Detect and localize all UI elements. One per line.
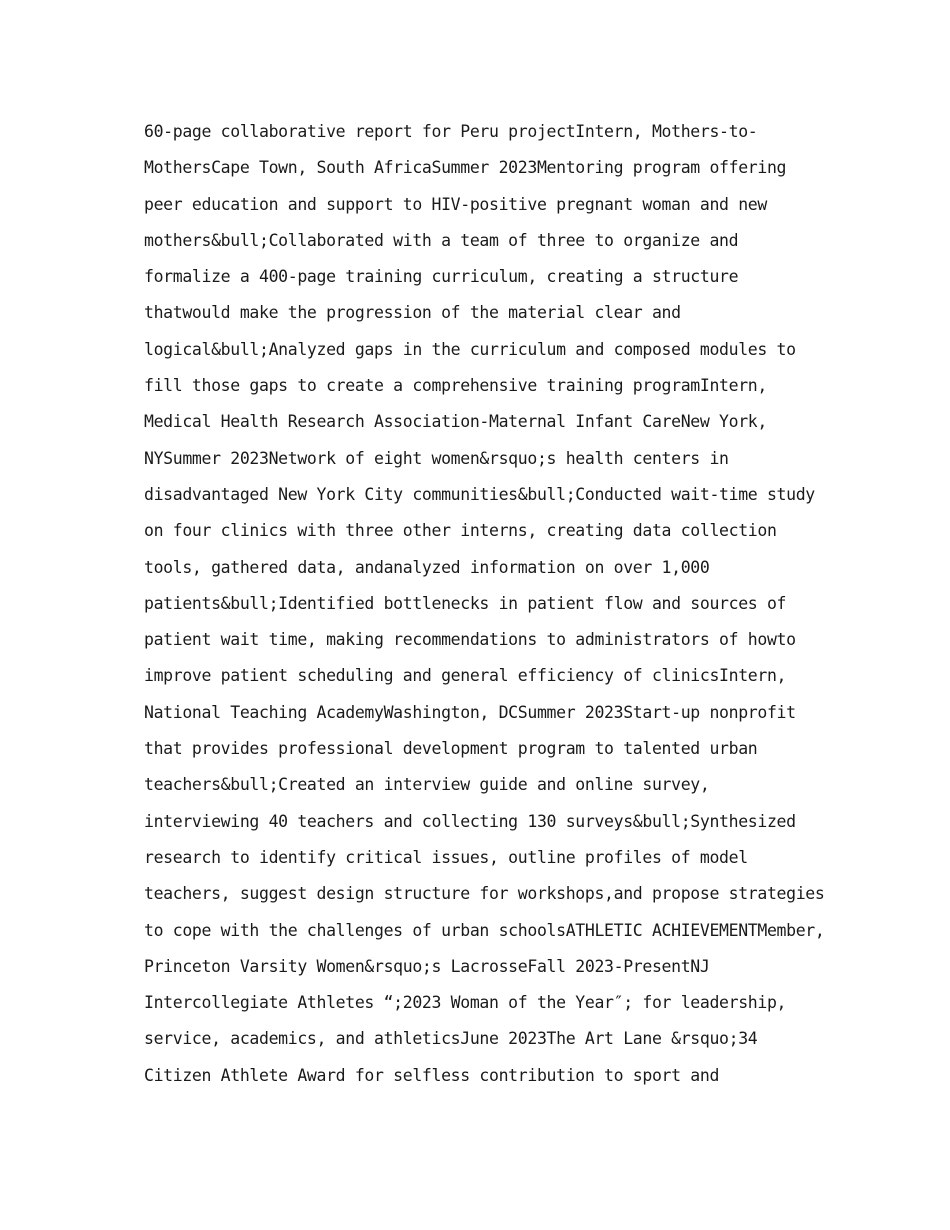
text-line: formalize a 400-page training curriculum, creating a structure (144, 267, 739, 287)
text-line: improve patient scheduling and general efficiency of clinicsIntern, (144, 666, 787, 686)
text-line: Citizen Athlete Award for selfless contribution to sport and (144, 1065, 720, 1085)
text-line: NYSummer 2023Network of eight women&rsquo;s health centers in (144, 448, 729, 468)
text-line: Princeton Varsity Women&rsquo;s LacrosseFall 2023-PresentNJ (144, 956, 710, 976)
text-line: Intercollegiate Athletes “;2023 Woman of the Year″; for leadership, (144, 993, 787, 1013)
text-line: to cope with the challenges of urban schoolsATHLETIC ACHIEVEMENTMember, (144, 920, 825, 940)
text-line: National Teaching AcademyWashington, DCSummer 2023Start-up nonprofit (144, 702, 796, 722)
text-line: Medical Health Research Association-Maternal Infant CareNew York, (144, 412, 767, 432)
text-line: mothers&bull;Collaborated with a team of three to organize and (144, 230, 739, 250)
text-line: disadvantaged New York City communities&bull;Conducted wait-time study (144, 484, 815, 504)
text-line: patient wait time, making recommendations to administrators of howto (144, 630, 796, 650)
text-line: teachers, suggest design structure for workshops,and propose strategies (144, 884, 825, 904)
text-line: MothersCape Town, South AfricaSummer 2023Mentoring program offering (144, 158, 787, 178)
text-line: service, academics, and athleticsJune 2023The Art Lane &rsquo;34 (144, 1029, 758, 1049)
text-line: that provides professional development program to talented urban (144, 739, 758, 759)
text-line: tools, gathered data, andanalyzed information on over 1,000 (144, 557, 710, 577)
text-line: 60-page collaborative report for Peru projectIntern, Mothers-to- (144, 122, 758, 141)
document-body (144, 114, 824, 1094)
text-line: on four clinics with three other interns, creating data collection (144, 521, 777, 541)
text-line: research to identify critical issues, outline profiles of model (144, 847, 748, 867)
text-line: teachers&bull;Created an interview guide and online survey, (144, 775, 710, 795)
text-line: patients&bull;Identified bottlenecks in patient flow and sources of (144, 593, 787, 613)
text-line: thatwould make the progression of the material clear and (144, 303, 681, 323)
text-line: fill those gaps to create a comprehensive training programIntern, (144, 376, 767, 396)
text-line: peer education and support to HIV-positive pregnant woman and new (144, 194, 767, 214)
text-line: interviewing 40 teachers and collecting 130 surveys&bull;Synthesized (144, 811, 796, 831)
text-line: logical&bull;Analyzed gaps in the curriculum and composed modules to (144, 339, 796, 359)
